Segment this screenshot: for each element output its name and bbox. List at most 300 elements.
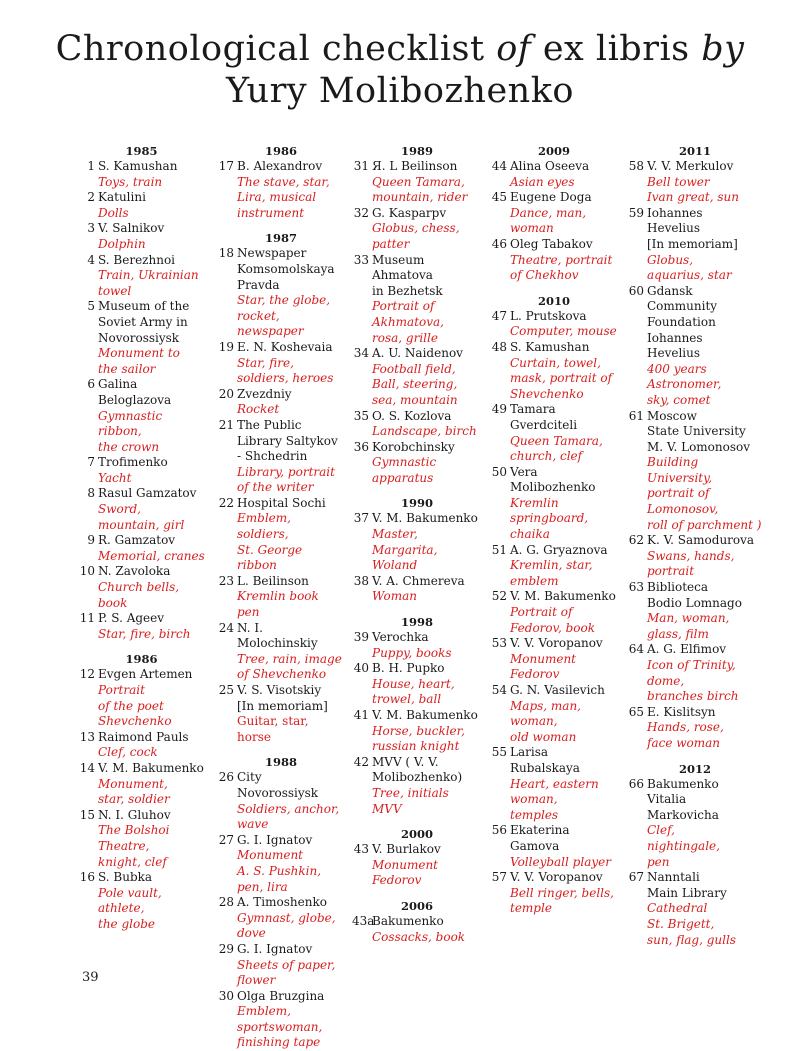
- bookplate-description: Theatre, portrait: [510, 252, 613, 267]
- checklist-entry: [490, 402, 618, 464]
- owner-name: E. N. Koshevaia: [237, 339, 333, 354]
- entry-body: [237, 418, 345, 496]
- bookplate-description: Toys, train: [98, 174, 163, 189]
- checklist-entry: [625, 870, 765, 948]
- bookplate-description: chaika: [510, 527, 550, 542]
- bookplate-description: aquarius, star: [647, 268, 732, 283]
- entry-body: [237, 387, 345, 418]
- owner-name: Vitalia: [647, 792, 687, 807]
- entry-number: 34: [353, 346, 369, 361]
- bookplate-description: mask, portrait of: [510, 371, 613, 386]
- entry-number: 41: [353, 708, 369, 722]
- owner-name: K. V. Samodurova: [647, 533, 755, 548]
- entry-number: 65: [628, 704, 644, 719]
- owner-name: Komsomolskaya: [237, 261, 335, 276]
- entry-body: [237, 833, 345, 895]
- bookplate-description: book: [98, 595, 128, 610]
- entry-body: [237, 621, 345, 683]
- bookplate-description: Gymnastic: [372, 455, 437, 470]
- entry-number: 23: [218, 573, 234, 588]
- owner-name: Beloglazova: [98, 392, 172, 407]
- bookplate-description: of Chekhov: [510, 268, 579, 283]
- entry-body: [98, 190, 205, 221]
- bookplate-description: sky, comet: [647, 392, 711, 407]
- entry-body: [98, 253, 205, 300]
- owner-name: Larisa: [510, 745, 549, 760]
- entry-body: [237, 770, 345, 832]
- bookplate-description: St. George ribbon: [237, 542, 303, 573]
- bookplate-description: emblem: [510, 573, 559, 588]
- bookplate-description: Memorial, cranes: [98, 548, 205, 563]
- entry-number: 46: [491, 236, 507, 251]
- entry-number: 25: [218, 683, 234, 697]
- bookplate-description: Star, the globe,: [237, 293, 331, 308]
- bookplate-description: Puppy, books: [372, 645, 452, 660]
- bookplate-description: Library, portrait: [237, 464, 335, 479]
- checklist-entry: [490, 190, 618, 237]
- owner-name: Rubalskaya: [510, 760, 580, 775]
- year-heading: 1987: [264, 231, 297, 246]
- owner-name: R. Gamzatov: [98, 533, 176, 548]
- checklist-entry: [217, 621, 345, 683]
- year-heading: 2010: [537, 293, 570, 308]
- checklist-entry: [490, 745, 618, 823]
- checklist-entry: [217, 496, 345, 574]
- year-heading: 1986: [125, 652, 158, 667]
- bookplate-description: Woland: [372, 558, 418, 573]
- owner-name: B. H. Pupko: [372, 661, 445, 676]
- entry-body: [237, 159, 345, 221]
- bookplate-description: ribbon,: [98, 424, 142, 439]
- bookplate-description: Hands, rose,: [647, 720, 724, 735]
- owner-name: Hospital Sochi: [237, 495, 326, 510]
- owner-name: A. U. Naidenov: [372, 346, 463, 361]
- entry-body: [372, 440, 482, 487]
- checklist-entry: [352, 842, 482, 889]
- checklist-entry: [78, 808, 205, 870]
- bookplate-description: Bell tower: [647, 174, 710, 189]
- owner-name: V. Salnikov: [98, 221, 165, 236]
- entry-body: [510, 636, 618, 683]
- bookplate-description: apparatus: [372, 470, 434, 485]
- owner-name: V. M. Bakumenko: [372, 708, 478, 722]
- bookplate-description: rosa, grille: [372, 330, 438, 345]
- bookplate-description: trowel, ball: [372, 692, 442, 707]
- owner-name: Gamova: [510, 838, 560, 853]
- bookplate-description: wave: [237, 817, 269, 832]
- checklist-entry: [78, 611, 205, 642]
- bookplate-description: Monument to: [98, 346, 180, 361]
- entry-number: 29: [218, 941, 234, 956]
- bookplate-description: Akhmatova,: [372, 314, 444, 329]
- bookplate-description: Sword,: [98, 502, 141, 517]
- bookplate-description: pen, lira: [237, 879, 288, 894]
- entry-number: 64: [628, 642, 644, 657]
- checklist-entry: [625, 409, 765, 534]
- entry-number: 54: [491, 683, 507, 697]
- column-2: [217, 144, 345, 1051]
- bookplate-description: The stave, star,: [237, 174, 330, 189]
- entry-body: [647, 159, 765, 206]
- owner-name: A. G. Elfimov: [647, 642, 727, 657]
- entry-number: 31: [353, 159, 369, 173]
- entry-body: [98, 870, 205, 932]
- bookplate-description: Monument: [372, 857, 438, 872]
- bookplate-description: Cathedral: [647, 901, 708, 916]
- entry-number: 10: [79, 564, 95, 579]
- entry-number: 53: [491, 636, 507, 651]
- bookplate-description: Volleyball player: [510, 854, 611, 869]
- entry-number: 36: [353, 439, 369, 454]
- entry-number: 37: [353, 511, 369, 526]
- owner-name: Ahmatova: [372, 268, 433, 283]
- owner-name: Bakumenko: [372, 913, 444, 928]
- bookplate-description: face woman: [647, 735, 720, 750]
- bookplate-description: Tree, rain, image: [237, 651, 342, 666]
- checklist-entry: [78, 667, 205, 729]
- checklist-entry: [217, 942, 345, 989]
- owner-name: Gdansk: [647, 283, 693, 298]
- entry-body: [98, 667, 205, 729]
- checklist-entry: [352, 159, 482, 206]
- owner-name: O. S. Kozlova: [372, 408, 452, 423]
- entry-number: 11: [79, 611, 95, 626]
- owner-name: Iohannes: [647, 205, 703, 220]
- bookplate-description: Train, Ukrainian: [98, 268, 199, 283]
- bookplate-description: Dolphin: [98, 236, 146, 251]
- year-heading: 1989: [400, 144, 433, 158]
- entry-body: [98, 533, 205, 564]
- entry-number: 43a: [352, 913, 375, 928]
- entry-number: 58: [628, 159, 644, 173]
- bookplate-description: Portrait of: [510, 605, 573, 620]
- bookplate-description: Church bells,: [98, 580, 180, 595]
- year-heading: 2011: [678, 144, 711, 158]
- entry-body: [237, 989, 345, 1051]
- bookplate-description: Yacht: [98, 470, 132, 485]
- entry-number: 12: [79, 667, 95, 682]
- owner-name: Alina Oseeva: [510, 159, 590, 173]
- owner-name: P. S. Ageev: [98, 611, 165, 626]
- bookplate-description: Monument,: [98, 776, 168, 791]
- owner-name: - Shchedrin: [237, 449, 308, 464]
- checklist-entry: [352, 914, 482, 945]
- owner-name: A. G. Gryaznova: [510, 542, 608, 557]
- owner-name: N. I. Molochinskiy: [237, 620, 318, 651]
- entry-number: 26: [218, 770, 234, 785]
- entry-number: 13: [79, 729, 95, 744]
- entry-number: 52: [491, 589, 507, 604]
- entry-body: [647, 580, 765, 642]
- checklist-entry: [352, 574, 482, 605]
- bookplate-description: Fedorov, book: [510, 620, 596, 635]
- bookplate-description: towel: [98, 283, 132, 298]
- bookplate-description: Queen Tamara,: [372, 174, 465, 189]
- bookplate-description: Bell ringer, bells,: [510, 885, 614, 900]
- entry-number: 42: [353, 754, 369, 769]
- entry-body: [647, 533, 765, 580]
- entry-number: 30: [218, 988, 234, 1003]
- bookplate-description: Star, fire, birch: [98, 626, 191, 641]
- checklist-entry: [217, 387, 345, 418]
- entry-number: 61: [628, 408, 644, 423]
- year-heading: 2000: [400, 827, 433, 842]
- page-title: [0, 28, 800, 112]
- owner-name: V. V. Merkulov: [647, 159, 734, 173]
- bookplate-description: Portrait of: [372, 299, 435, 314]
- checklist-entry: [352, 253, 482, 347]
- bookplate-description: roll of parchment ): [647, 517, 762, 532]
- checklist-entry: [490, 309, 618, 340]
- year-heading: 1998: [400, 615, 433, 630]
- bookplate-description: Dance, man,: [510, 205, 587, 220]
- bookplate-description: the sailor: [98, 361, 156, 376]
- owner-name: Iohannes: [647, 330, 703, 345]
- entry-number: 4: [87, 252, 95, 267]
- checklist-entry: [217, 833, 345, 895]
- owner-name: N. I. Gluhov: [98, 807, 171, 822]
- entry-body: [372, 574, 482, 605]
- owner-name: G. I. Ignatov: [237, 832, 313, 847]
- checklist-entry: [78, 221, 205, 252]
- entry-number: 56: [491, 823, 507, 838]
- entry-number: 1: [87, 159, 95, 173]
- entry-body: [510, 309, 618, 340]
- owner-name: [In memoriam]: [647, 236, 738, 251]
- bookplate-description: woman: [510, 221, 554, 236]
- entry-body: [98, 564, 205, 611]
- entry-number: 9: [87, 533, 95, 548]
- checklist-entry: [490, 340, 618, 402]
- entry-body: [237, 942, 345, 989]
- checklist-entry: [625, 705, 765, 752]
- owner-name: V. V. Voropanov: [510, 636, 603, 651]
- bookplate-description: of Shevchenko: [237, 667, 327, 682]
- bookplate-description: Clef,: [647, 823, 675, 838]
- year-heading: 1990: [400, 496, 433, 511]
- owner-name: S. Kamushan: [510, 339, 590, 354]
- owner-name: S. Berezhnoi: [98, 252, 176, 267]
- entry-number: 39: [353, 630, 369, 645]
- entry-number: 27: [218, 832, 234, 847]
- owner-name: V. A. Chmereva: [372, 573, 465, 588]
- owner-name: Eugene Doga: [510, 190, 592, 205]
- bookplate-description: instrument: [237, 205, 305, 220]
- entry-body: [510, 745, 618, 823]
- checklist-entry: [78, 730, 205, 761]
- entry-number: 57: [491, 870, 507, 885]
- owner-name: Moscow: [647, 408, 697, 423]
- bookplate-description: Pole vault,: [98, 885, 162, 900]
- year-heading: 2006: [400, 898, 433, 913]
- bookplate-description: Ivan great, sun: [647, 190, 739, 205]
- checklist-entry: [217, 418, 345, 496]
- owner-name: Korobchinsky: [372, 439, 455, 454]
- entry-number: 28: [218, 895, 234, 910]
- year-heading: 2012: [678, 761, 711, 776]
- entry-body: [237, 574, 345, 621]
- checklist-entry: [352, 511, 482, 573]
- entry-number: 59: [628, 205, 644, 220]
- owner-name: Ekaterina: [510, 823, 570, 838]
- bookplate-description: Tree, initials MVV: [372, 785, 449, 816]
- owner-name: V. M. Bakumenko: [510, 589, 616, 604]
- bookplate-description: Gymnastic: [98, 408, 163, 423]
- bookplate-description: Rocket: [237, 402, 280, 417]
- bookplate-description: knight, clef: [98, 854, 167, 869]
- entry-body: [372, 914, 482, 945]
- owner-name: L. Prutskova: [510, 308, 587, 323]
- entry-body: [647, 642, 765, 704]
- bookplate-description: Football field,: [372, 361, 456, 376]
- bookplate-description: rocket, newspaper: [237, 308, 304, 339]
- entry-body: [510, 190, 618, 237]
- bookplate-description: Lira, musical: [237, 190, 317, 205]
- bookplate-description: old woman: [510, 729, 577, 744]
- entry-body: [372, 409, 482, 440]
- entry-number: 40: [353, 661, 369, 676]
- checklist-entry: [217, 683, 345, 745]
- entry-body: [372, 511, 482, 573]
- bookplate-description: temple: [510, 901, 552, 916]
- entry-number: 14: [79, 760, 95, 775]
- bookplate-description: Dolls: [98, 205, 129, 220]
- bookplate-description: Horse, buckler,: [372, 723, 465, 738]
- bookplate-description: Kremlin, star,: [510, 558, 593, 573]
- entry-body: [372, 346, 482, 408]
- bookplate-description: Emblem,: [237, 1004, 291, 1019]
- entry-number: 55: [491, 745, 507, 760]
- owner-name: Community: [647, 299, 718, 314]
- entry-body: [647, 777, 765, 871]
- bookplate-description: russian knight: [372, 739, 460, 754]
- bookplate-description: Asian eyes: [510, 174, 575, 189]
- checklist-entry: [217, 989, 345, 1051]
- entry-number: 60: [628, 283, 644, 298]
- entry-number: 5: [87, 299, 95, 314]
- checklist-entry: [625, 777, 765, 871]
- entry-body: [237, 683, 345, 745]
- entry-number: 15: [79, 807, 95, 822]
- entry-number: 19: [218, 339, 234, 354]
- year-heading: 1988: [264, 755, 297, 770]
- entry-number: 20: [218, 386, 234, 401]
- entry-body: [647, 206, 765, 284]
- owner-name: Я. L Beilinson: [372, 159, 458, 173]
- owner-name: Galina: [98, 377, 138, 392]
- bookplate-description: flower: [237, 973, 276, 988]
- owner-name: V. S. Visotskiy: [237, 683, 322, 697]
- checklist-entry: [352, 661, 482, 708]
- owner-name: Hevelius: [647, 346, 701, 361]
- entry-number: 48: [491, 339, 507, 354]
- owner-name: Soviet Army in: [98, 314, 188, 329]
- owner-name: State University: [647, 424, 746, 439]
- entry-body: [510, 237, 618, 284]
- bookplate-description: of the poet: [98, 698, 164, 713]
- entry-body: [510, 683, 618, 745]
- bookplate-description: springboard,: [510, 511, 589, 526]
- bookplate-description: sun, flag, gulls: [647, 932, 736, 947]
- entry-number: 38: [353, 573, 369, 588]
- bookplate-description: dome,: [647, 673, 685, 688]
- bookplate-description: Fedorov: [372, 873, 422, 888]
- bookplate-description: finishing tape: [237, 1035, 321, 1050]
- entry-body: [372, 842, 482, 889]
- checklist-entry: [625, 580, 765, 642]
- owner-name: S. Bubka: [98, 870, 153, 885]
- entry-body: [98, 486, 205, 533]
- checklist-entry: [78, 377, 205, 455]
- column-4: [490, 144, 618, 917]
- bookplate-description: star, soldier: [98, 792, 170, 807]
- checklist-entry: [625, 206, 765, 284]
- bookplate-description: Heart, eastern: [510, 776, 599, 791]
- owner-name: Olga Bruzgina: [237, 988, 325, 1003]
- owner-name: N. Zavoloka: [98, 564, 171, 579]
- owner-name: City Novorossiysk: [237, 770, 319, 800]
- owner-name: Zvezdniy: [237, 386, 292, 401]
- bookplate-description: dove: [237, 926, 266, 941]
- bookplate-description: the globe: [98, 916, 155, 931]
- owner-name: Evgen Artemen: [98, 667, 193, 682]
- entry-body: [647, 409, 765, 534]
- checklist-entry: [352, 346, 482, 408]
- entry-body: [510, 543, 618, 590]
- owner-name: G. Kasparpv: [372, 205, 447, 220]
- owner-name: in Bezhetsk: [372, 283, 443, 298]
- entry-body: [372, 755, 482, 817]
- bookplate-description: Sheets of paper,: [237, 957, 336, 972]
- owner-name: M. V. Lomonosov: [647, 439, 751, 454]
- entry-number: 7: [87, 455, 95, 470]
- checklist-entry: [490, 589, 618, 636]
- owner-name: Foundation: [647, 314, 716, 329]
- owner-name: Trofimenko: [98, 455, 168, 470]
- entry-number: 51: [491, 542, 507, 557]
- entry-body: [510, 159, 618, 190]
- entry-number: 32: [353, 205, 369, 220]
- bookplate-description: Kremlin: [510, 495, 559, 510]
- checklist-entry: [490, 465, 618, 543]
- entry-body: [98, 377, 205, 455]
- owner-name: V. Burlakov: [372, 842, 441, 857]
- bookplate-description: A. S. Pushkin,: [237, 863, 322, 878]
- bookplate-description: the crown: [98, 439, 160, 454]
- bookplate-description: soldiers, heroes: [237, 371, 334, 386]
- entry-body: [98, 808, 205, 870]
- owner-name: V. V. Voropanov: [510, 870, 603, 885]
- entry-number: 33: [353, 252, 369, 267]
- checklist-entry: [217, 895, 345, 942]
- bookplate-description: woman,: [510, 714, 558, 729]
- year-heading: 1986: [264, 144, 297, 158]
- checklist-entry: [625, 159, 765, 206]
- bookplate-description: Astronomer,: [647, 377, 722, 392]
- owner-name: E. Kislitsyn: [647, 704, 716, 719]
- entry-body: [510, 823, 618, 870]
- bookplate-description: Globus, chess,: [372, 221, 460, 236]
- checklist-entry: [352, 206, 482, 253]
- owner-name: Rasul Gamzatov: [98, 486, 197, 501]
- bookplate-description: 400 years: [647, 361, 707, 376]
- entry-body: [98, 730, 205, 761]
- checklist-entry: [78, 533, 205, 564]
- checklist-entry: [217, 246, 345, 340]
- entry-number: 18: [218, 246, 234, 261]
- entry-body: [647, 870, 765, 948]
- bookplate-description: St. Brigett,: [647, 916, 715, 931]
